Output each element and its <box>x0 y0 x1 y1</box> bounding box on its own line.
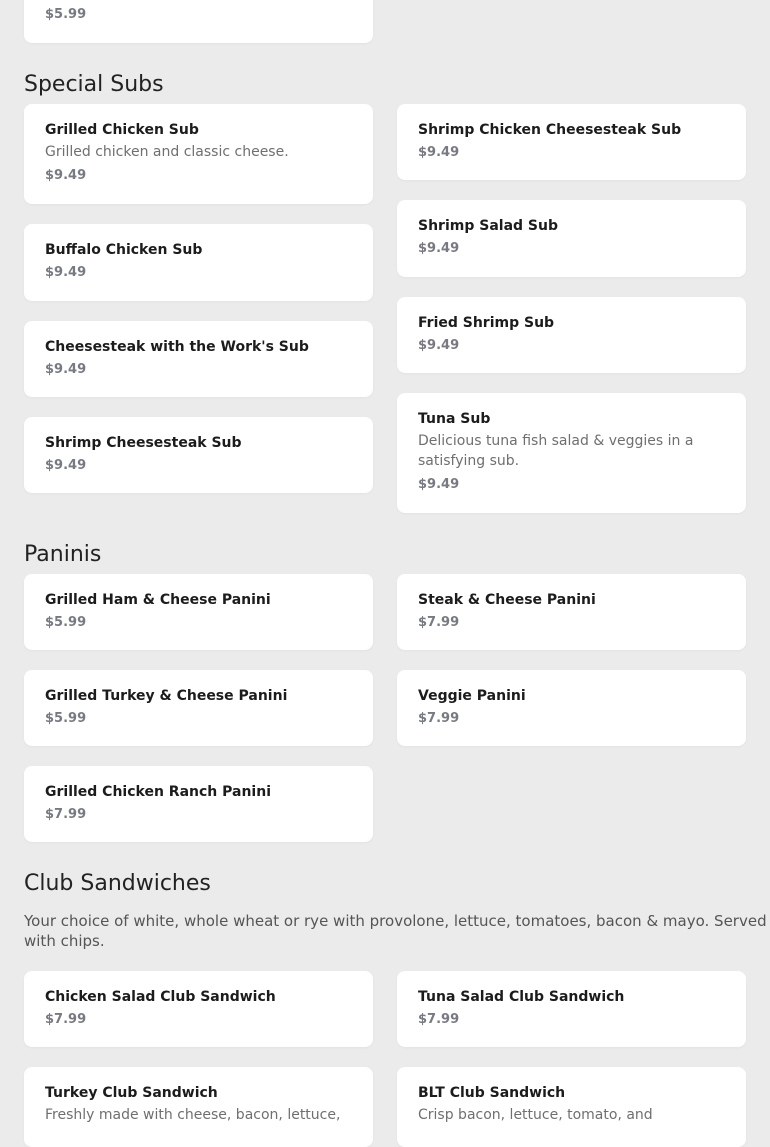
item-name: Chicken Salad Club Sandwich <box>45 989 276 1005</box>
menu-item-card[interactable] <box>397 670 746 746</box>
item-price: $9.49 <box>418 338 460 353</box>
menu-item-card[interactable] <box>24 417 373 493</box>
item-name: Shrimp Cheesesteak Sub <box>45 435 242 451</box>
item-name: BLT Club Sandwich <box>418 1085 566 1101</box>
section-title-club-sandwiches: Club Sandwiches <box>24 871 211 896</box>
item-price: $7.99 <box>45 807 87 822</box>
menu-item-card[interactable] <box>24 574 373 650</box>
menu-item-card[interactable] <box>24 321 373 397</box>
menu-item-card[interactable] <box>397 574 746 650</box>
section-description: Your choice of white, whole wheat or rye with provolone, lettuce, tomatoes, bacon & mayo. Served with chips. <box>24 912 767 950</box>
item-price: $9.49 <box>418 145 460 160</box>
menu-item-card[interactable] <box>24 224 373 301</box>
item-name: Grilled Turkey & Cheese Panini <box>45 688 288 704</box>
item-name: Turkey Club Sandwich <box>45 1085 218 1101</box>
section-title-paninis: Paninis <box>24 542 102 567</box>
item-price: $9.49 <box>45 458 87 473</box>
item-description: Crisp bacon, lettuce, tomato, and <box>418 1107 653 1123</box>
item-price: $9.49 <box>45 265 87 280</box>
menu-item-card[interactable] <box>24 971 373 1047</box>
item-price: $5.99 <box>45 711 87 726</box>
menu-item-card[interactable] <box>24 766 373 842</box>
item-price: $5.99 <box>45 7 87 22</box>
menu-item-card[interactable] <box>397 200 746 277</box>
menu-item-card[interactable] <box>397 104 746 180</box>
item-name: Grilled Chicken Ranch Panini <box>45 784 271 800</box>
item-price: $7.99 <box>45 1012 87 1027</box>
item-name: Fried Shrimp Sub <box>418 315 555 331</box>
item-name: Cheesesteak with the Work's Sub <box>45 339 309 355</box>
item-price: $9.49 <box>45 362 87 377</box>
item-name: Grilled Ham & Cheese Panini <box>45 592 271 608</box>
item-name: Steak & Cheese Panini <box>418 592 596 608</box>
item-price: $7.99 <box>418 615 460 630</box>
menu-item-card[interactable] <box>24 0 373 43</box>
item-description: Grilled chicken and classic cheese. <box>45 144 289 160</box>
item-name: Buffalo Chicken Sub <box>45 242 203 258</box>
menu-item-card[interactable] <box>397 971 746 1047</box>
item-name: Tuna Sub <box>418 411 491 427</box>
item-price: $9.49 <box>45 168 87 183</box>
menu-item-card[interactable] <box>397 297 746 373</box>
menu-item-card[interactable] <box>24 104 373 204</box>
item-name: Veggie Panini <box>418 688 526 704</box>
menu-item-card[interactable] <box>397 393 746 513</box>
item-price: $7.99 <box>418 1012 460 1027</box>
item-price: $5.99 <box>45 615 87 630</box>
item-description: Freshly made with cheese, bacon, lettuce, <box>45 1107 341 1123</box>
menu-item-card[interactable] <box>24 1067 373 1147</box>
menu-item-card[interactable] <box>397 1067 746 1147</box>
item-price: $7.99 <box>418 711 460 726</box>
item-description: Delicious tuna fish salad & veggies in a satisfying sub. <box>418 433 694 469</box>
menu-item-card[interactable] <box>24 670 373 746</box>
item-name: Tuna Salad Club Sandwich <box>418 989 625 1005</box>
item-name: Shrimp Chicken Cheesesteak Sub <box>418 122 682 138</box>
section-title-special-subs: Special Subs <box>24 72 164 97</box>
item-price: $9.49 <box>418 477 460 492</box>
item-name: Shrimp Salad Sub <box>418 218 558 234</box>
item-name: Grilled Chicken Sub <box>45 122 199 138</box>
item-price: $9.49 <box>418 241 460 256</box>
